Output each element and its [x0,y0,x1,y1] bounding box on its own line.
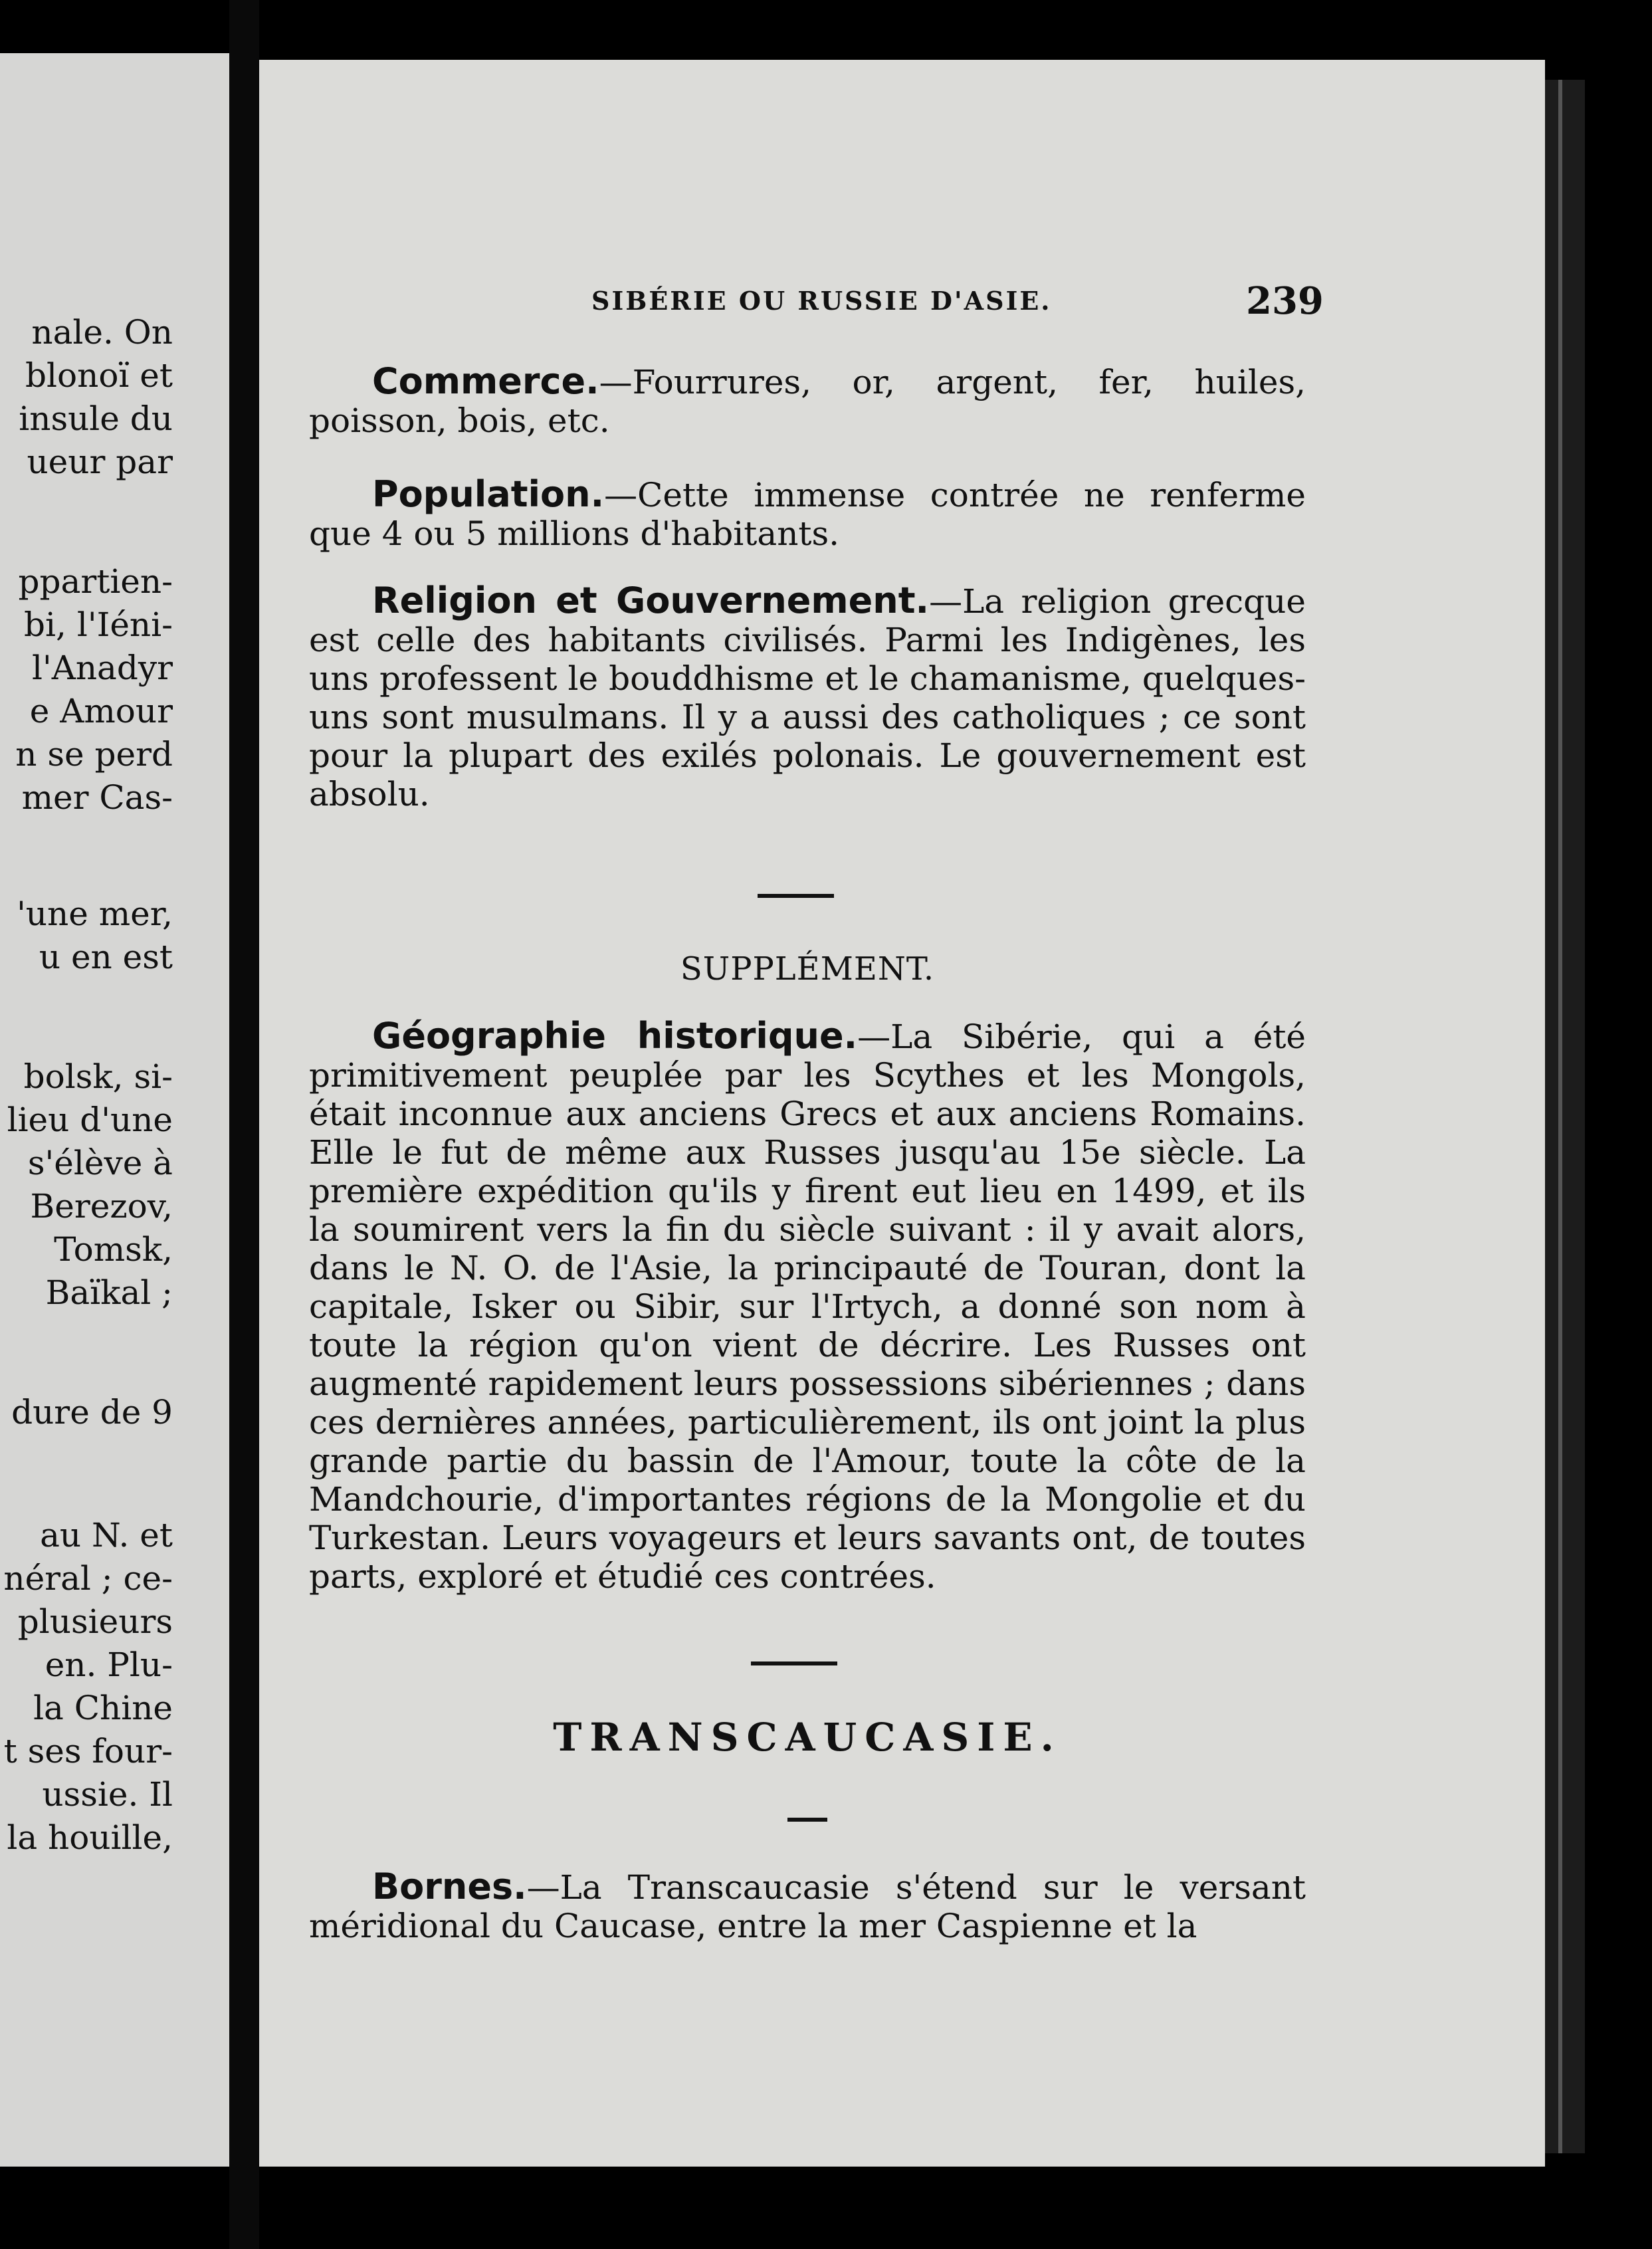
bornes-text: —La Transcaucasie s'étend sur le versant méridional du Caucase, entre la mer Caspienne et la [309,1868,1306,1945]
left-page-line: bi, l'Iéni- [24,605,173,644]
religion-heading: Religion et Gouvernement. [372,580,930,621]
left-page-line: Berezov, [30,1187,173,1226]
population-text: —Cette immense contrée ne renferme que 4 ou 5 millions d'habitants. [309,476,1306,553]
left-page-line: insule du [19,399,173,438]
short-divider [787,1818,827,1822]
religion-paragraph [309,582,1306,813]
left-page-fragment [0,53,229,2167]
page-edge-shadow [1545,80,1585,2153]
left-page-line: n se perd [15,735,173,774]
geographie-heading: Géographie historique. [372,1015,858,1057]
left-page-line: plusieurs [17,1602,173,1641]
left-page-line: ppartien- [18,562,173,601]
left-page-line: ussie. Il [42,1775,173,1814]
running-head: SIBÉRIE OU RUSSIE D'ASIE. [591,286,1052,316]
book-gutter [229,0,259,2249]
left-page-line: nale. On [31,313,173,352]
left-page-line: la houille, [7,1818,173,1857]
left-page-line: Tomsk, [54,1230,173,1269]
left-page-line: t ses four- [3,1732,173,1770]
left-page-line: la Chine [33,1689,173,1727]
commerce-text: —Fourrures, or, argent, fer, huiles, poisson, bois, etc. [309,363,1306,440]
page-number: 239 [1246,279,1324,323]
population-heading: Population. [372,473,605,515]
left-page-line: en. Plu- [45,1646,173,1684]
left-page-line: s'élève à [27,1144,173,1182]
section-divider-double [751,1661,837,1665]
supplement-title: SUPPLÉMENT. [680,950,935,988]
religion-text: —La religion grecque est celle des habitants civilisés. Parmi les Indigènes, les uns professent le bouddhisme et le chamanisme, quelques-uns sont musulmans. Il y a aussi des catholiques ; ce sont pour la plupart des exilés polonais. Le gouvernement est absolu. [309,582,1306,813]
left-page-line: 'une mer, [17,895,173,933]
transcaucasie-title: TRANSCAUCASIE. [553,1715,1062,1760]
commerce-paragraph [309,362,1306,440]
page-edge-line [1558,80,1562,2153]
left-page-line: au N. et [40,1516,173,1554]
left-page-line: Baïkal ; [45,1273,173,1312]
commerce-heading: Commerce. [372,360,599,402]
population-paragraph [309,475,1306,553]
left-page-line: bolsk, si- [23,1057,173,1096]
geographie-text: —La Sibérie, qui a été primitivement peuplée par les Scythes et les Mongols, était inconnue aux anciens Grecs et aux anciens Romains. Elle le fut de même aux Russes jusqu'au 15e siècle. La première expédition qu'ils y firent eut lieu en 1499, et ils la soumirent vers la fin du siècle suivant : il y avait alors, dans le N. O. de l'Asie, la principauté de Touran, dont la capitale, Isker ou Sibir, sur l'Irtych, a donné son nom à toute la région qu'on vient de décrire. Les Russes ont augmenté rapidement leurs possessions sibériennes ; dans ces dernières années, particulièrement, ils ont joint la plus grande partie du bassin de l'Amour, toute la côte de la Mandchourie, d'importantes régions de la Mongolie et du Turkestan. Leurs voyageurs et leurs savants ont, de toutes parts, exploré et étudié ces contrées. [309,1017,1306,1596]
left-page-line: lieu d'une [7,1101,173,1139]
left-page-line: dure de 9 [11,1393,173,1432]
left-page-line: ueur par [27,443,173,481]
left-page-line: l'Anadyr [31,649,173,687]
left-page-line: mer Cas- [21,778,173,817]
left-page-line: néral ; ce- [3,1559,173,1598]
section-divider [758,894,834,898]
left-page-line: e Amour [29,692,173,730]
left-page-line: u en est [39,938,173,976]
left-page-line: blonoï et [25,356,173,395]
bornes-heading: Bornes. [372,1866,527,1907]
geographie-paragraph [309,1017,1306,1596]
bornes-paragraph [309,1868,1306,1945]
